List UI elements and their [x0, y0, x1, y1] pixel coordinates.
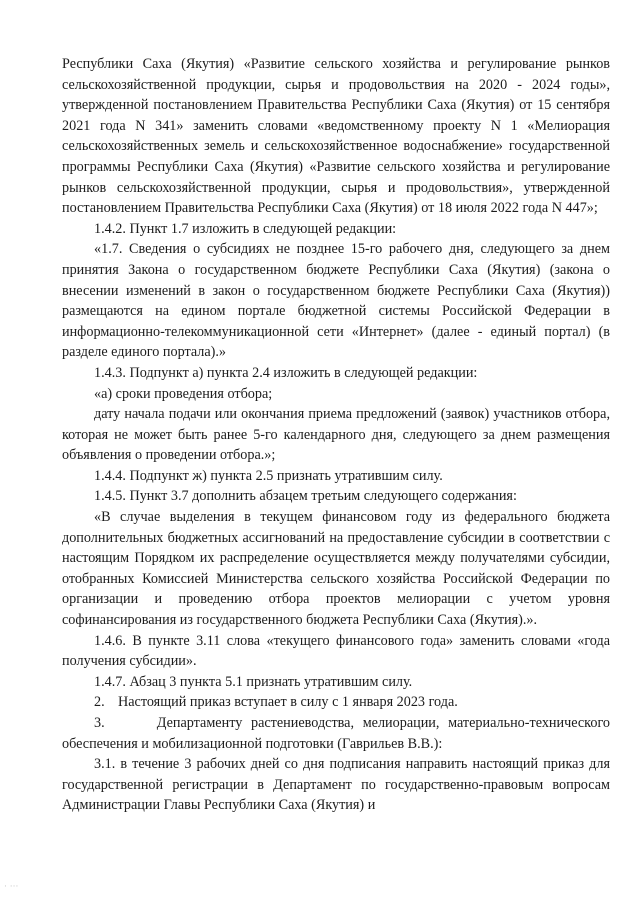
paragraph-1-4-2: 1.4.2. Пункт 1.7 изложить в следующей редакции: [94, 220, 397, 237]
numbered-item-2 [62, 692, 610, 713]
paragraph-1-4-5: 1.4.5. Пункт 3.7 дополнить абзацем третьим следующего содержания: [94, 488, 517, 505]
paragraph-subitem-a: «а) сроки проведения отбора; [94, 385, 273, 402]
paragraph-3-1: 3.1. в течение 3 рабочих дней со дня подписания направить настоящий приказ для государственной регистрации в Департамент по государственно-правовым вопросам Администрации Главы Республики Саха (Якутия) и [62, 756, 610, 814]
paragraph-federal-budget: «В случае выделения в текущем финансовом году из федерального бюджета дополнительных бюджетных ассигнований на предоставление субсидии в соответствии с настоящим Порядком их распределение осуществляется между получателями субсидии, отобранных Комиссией Министерства сельского хозяйства Российской Федерации по организации и проведению отбора проектов мелиорации с учетом уровня софинансирования из государственного бюджета Республики Саха (Якутия).». [62, 509, 610, 629]
item-text: Департаменту растениеводства, мелиорации, материально-технического обеспечения и мобилизационной подготовки (Гаврильев В.В.): [62, 715, 610, 752]
paragraph-1-4-7: 1.4.7. Абзац 3 пункта 5.1 признать утратившим силу. [94, 673, 413, 690]
paragraph-1-4-3: 1.4.3. Подпункт а) пункта 2.4 изложить в следующей редакции: [94, 364, 478, 381]
item-number: 2. [94, 694, 105, 711]
scan-corner-mark: · ··· [4, 882, 19, 892]
paragraph-selection-date: дату начала подачи или окончания приема предложений (заявок) участников отбора, которая не может быть ранее 5-го календарного дня, следующего за днем размещения объявления о проведении отбора.»; [62, 406, 610, 464]
paragraph-1-4-6: 1.4.6. В пункте 3.11 слова «текущего финансового года» заменить словами «года получения субсидии». [62, 632, 610, 670]
item-text: Настоящий приказ вступает в силу с 1 января 2023 года. [118, 694, 458, 711]
numbered-item-3 [62, 713, 610, 754]
paragraph-1-4-4: 1.4.4. Подпункт ж) пункта 2.5 признать утратившим силу. [94, 467, 443, 484]
paragraph-program-name: Республики Саха (Якутия) «Развитие сельского хозяйства и регулирование рынков сельскохозяйственной продукции, сырья и продовольствия на 2020 - 2024 годы», утвержденной постановлением Правительства Республики Саха (Якутия) от 15 сентября 2021 года N 341» заменить словами «ведомственному проекту N 1 «Мелиорация сельскохозяйственных земель и сельскохозяйственное водоснабжение» государственной программы Республики Саха (Якутия) «Развитие сельского хозяйства и регулирование рынков сельскохозяйственной продукции, сырья и продовольствия», утвержденной постановлением Правительства Республики Саха (Якутия) от 18 июля 2022 года N 447»; [62, 56, 610, 217]
item-number: 3. [94, 715, 105, 731]
paragraph-1-7-text: «1.7. Сведения о субсидиях не позднее 15-го рабочего дня, следующего за днем принятия Закона о государственном бюджете Республики Саха (Якутия) (закона о внесении изменений в закон о государственном бюджете Республики Саха (Якутия)) размещаются на едином портале бюджетной системы Российской Федерации в информационно-телекоммуникационной сети «Интернет» (далее - единый портал) (в разделе единого портала).» [62, 241, 610, 361]
document-page [62, 54, 610, 816]
